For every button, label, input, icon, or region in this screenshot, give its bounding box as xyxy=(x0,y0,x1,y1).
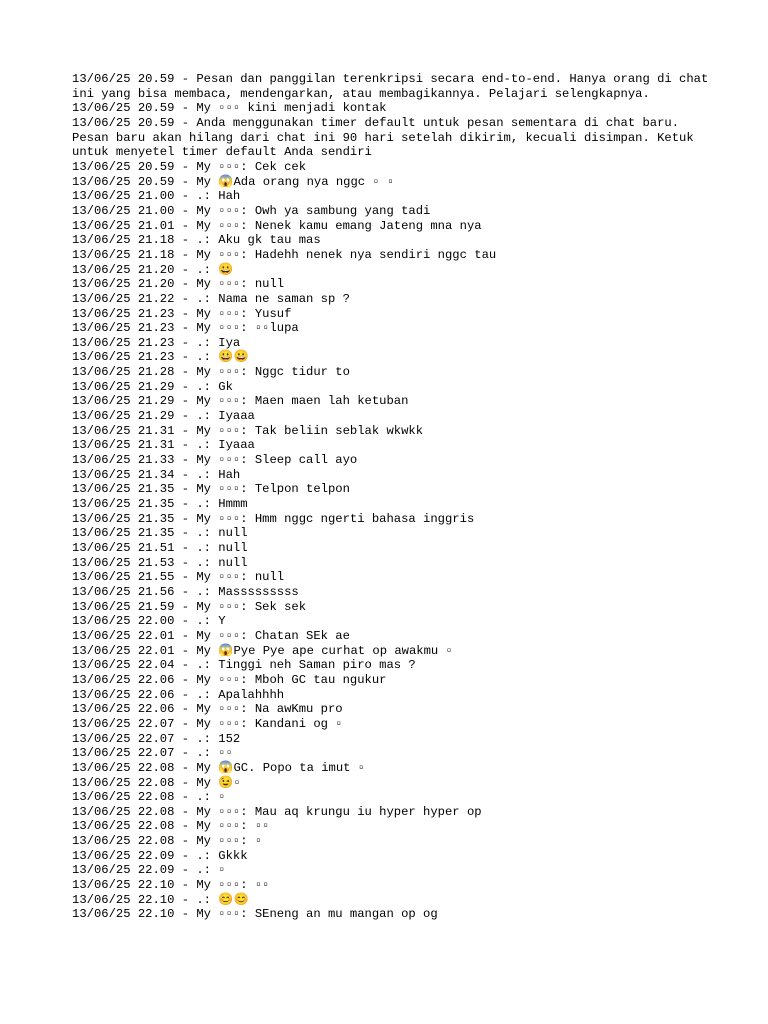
chat-line: 13/06/25 21.23 - My ▫▫▫: Yusuf xyxy=(72,306,292,321)
chat-line: 13/06/25 21.31 - My ▫▫▫: Tak beliin seblak wkwkk xyxy=(72,423,424,438)
chat-line: 13/06/25 21.20 - My ▫▫▫: null xyxy=(72,277,285,292)
chat-line: 13/06/25 22.08 - My ▫▫▫: ▫▫ xyxy=(72,819,270,834)
chat-line: 13/06/25 22.07 - .: 152 xyxy=(72,731,241,746)
chat-line: 13/06/25 21.56 - .: Masssssssss xyxy=(72,584,299,599)
chat-line: 13/06/25 22.04 - .: Tinggi neh Saman piro mas ? xyxy=(72,658,416,673)
chat-line: 13/06/25 22.08 - My 😉▫ xyxy=(72,775,241,790)
chat-line: 13/06/25 22.08 - My ▫▫▫: ▫ xyxy=(72,834,263,849)
chat-line: 13/06/25 20.59 - Pesan dan panggilan terenkripsi secara end-to-end. Hanya orang di chat ini yang bisa membaca, mendengarkan, atau membagikannya. Pelajari selengkapnya. xyxy=(72,72,716,101)
chat-line: 13/06/25 22.06 - My ▫▫▫: Mboh GC tau ngukur xyxy=(72,672,387,687)
chat-line: 13/06/25 21.35 - My ▫▫▫: Telpon telpon xyxy=(72,482,350,497)
chat-line: 13/06/25 22.09 - .: ▫ xyxy=(72,863,226,878)
chat-line: 13/06/25 22.08 - My ▫▫▫: Mau aq krungu iu hyper hyper op xyxy=(72,804,482,819)
chat-line: 13/06/25 22.07 - .: ▫▫ xyxy=(72,746,233,761)
chat-line: 13/06/25 22.08 - My 😱GC. Popo ta imut ▫ xyxy=(72,760,366,775)
chat-line: 13/06/25 21.33 - My ▫▫▫: Sleep call ayo xyxy=(72,453,358,468)
chat-line: 13/06/25 20.59 - My 😱Ada orang nya nggc ▫ ▫ xyxy=(72,174,395,189)
chat-line: 13/06/25 22.01 - My 😱Pye Pye ape curhat op awakmu ▫ xyxy=(72,643,453,658)
chat-line: 13/06/25 21.00 - My ▫▫▫: Owh ya sambung yang tadi xyxy=(72,203,431,218)
chat-line: 13/06/25 22.07 - My ▫▫▫: Kandani og ▫ xyxy=(72,716,343,731)
chat-line: 13/06/25 21.23 - .: Iya xyxy=(72,335,241,350)
chat-line: 13/06/25 21.55 - My ▫▫▫: null xyxy=(72,570,285,585)
chat-line: 13/06/25 20.59 - Anda menggunakan timer default untuk pesan sementara di chat baru. Pesan baru akan hilang dari chat ini 90 hari setelah dikirim, kecuali disimpan. Ketuk untuk menyetel timer default Anda sendiri xyxy=(72,115,701,160)
chat-line: 13/06/25 21.23 - My ▫▫▫: ▫▫lupa xyxy=(72,321,299,336)
chat-line: 13/06/25 21.01 - My ▫▫▫: Nenek kamu emang Jateng mna nya xyxy=(72,218,482,233)
chat-line: 13/06/25 21.20 - .: 😀 xyxy=(72,262,234,277)
chat-line: 13/06/25 22.06 - .: Apalahhhh xyxy=(72,687,285,702)
chat-line: 13/06/25 20.59 - My ▫▫▫: Cek cek xyxy=(72,159,307,174)
chat-line: 13/06/25 21.34 - .: Hah xyxy=(72,467,241,482)
chat-line: 13/06/25 22.10 - My ▫▫▫: SEneng an mu mangan op og xyxy=(72,907,438,922)
chat-export-text xyxy=(72,72,716,922)
chat-line: 13/06/25 21.59 - My ▫▫▫: Sek sek xyxy=(72,599,307,614)
chat-line: 13/06/25 22.01 - My ▫▫▫: Chatan SEk ae xyxy=(72,628,350,643)
chat-line: 13/06/25 21.31 - .: Iyaaa xyxy=(72,438,255,453)
chat-line: 13/06/25 22.10 - My ▫▫▫: ▫▫ xyxy=(72,878,270,893)
chat-line: 13/06/25 21.23 - .: 😀😀 xyxy=(72,350,249,365)
chat-line: 13/06/25 21.51 - .: null xyxy=(72,541,248,555)
chat-line: 13/06/25 21.35 - .: Hmmm xyxy=(72,497,248,512)
chat-line: 13/06/25 21.29 - .: Iyaaa xyxy=(72,409,255,424)
chat-line: 13/06/25 22.06 - My ▫▫▫: Na awKmu pro xyxy=(72,702,343,717)
chat-line: 13/06/25 22.00 - .: Y xyxy=(72,614,226,629)
chat-line: 13/06/25 21.35 - .: null xyxy=(72,526,248,541)
chat-line: 13/06/25 21.18 - My ▫▫▫: Hadehh nenek nya sendiri nggc tau xyxy=(72,247,497,262)
chat-line: 13/06/25 21.22 - .: Nama ne saman sp ? xyxy=(72,291,350,306)
chat-line: 13/06/25 21.28 - My ▫▫▫: Nggc tidur to xyxy=(72,365,350,380)
chat-line: 13/06/25 21.29 - .: Gk xyxy=(72,379,233,394)
chat-line: 13/06/25 20.59 - My ▫▫▫ kini menjadi kontak xyxy=(72,101,387,116)
chat-line: 13/06/25 21.35 - My ▫▫▫: Hmm nggc ngerti bahasa inggris xyxy=(72,511,475,526)
chat-line: 13/06/25 22.09 - .: Gkkk xyxy=(72,848,248,863)
chat-line: 13/06/25 21.29 - My ▫▫▫: Maen maen lah ketuban xyxy=(72,394,409,409)
chat-line: 13/06/25 21.18 - .: Aku gk tau mas xyxy=(72,233,321,248)
chat-line: 13/06/25 21.53 - .: null xyxy=(72,555,248,570)
chat-line: 13/06/25 22.08 - .: ▫ xyxy=(72,790,226,805)
chat-line: 13/06/25 22.10 - .: 😊😊 xyxy=(72,892,249,907)
chat-line: 13/06/25 21.00 - .: Hah xyxy=(72,189,241,204)
